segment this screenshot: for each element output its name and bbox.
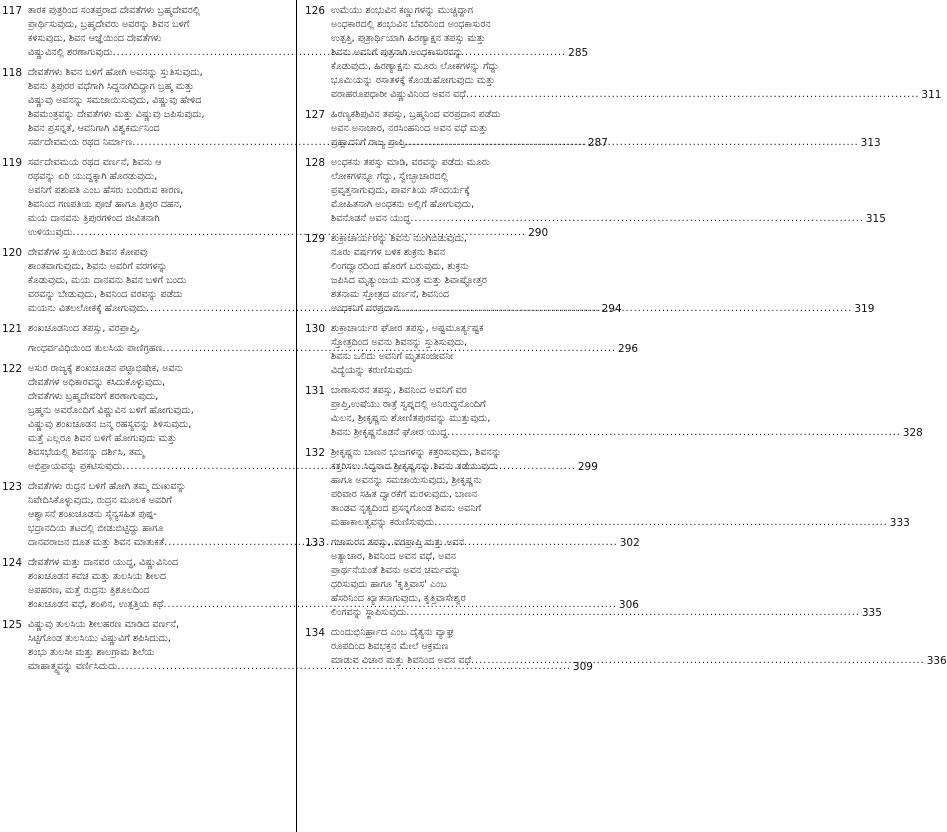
- description-line: ನೂರು ವರ್ಷಗಳ ಬಳಿಕ ಶುಕ್ರನು ಶಿವನ: [331, 247, 446, 258]
- contents-entry: [303, 156, 886, 226]
- page-number: 299: [577, 461, 598, 473]
- chapter-number: 117: [2, 5, 23, 17]
- chapter-number: 121: [2, 323, 23, 335]
- dot-leader: [471, 654, 925, 668]
- description-line: ಜಪಿಸಿದ ಮೃತ್ಯುಂಜಯ ಮಂತ್ರ ಮತ್ತು ಶಿವಾಷ್ಟೋತ್ತರ: [331, 275, 487, 286]
- description-line: ಅವನ ಅನಾಚಾರ, ನರಸಿಂಹನಿಂದ ಅವನ ವಧೆ ಮತ್ತು: [331, 123, 488, 134]
- description-line: ಶಿವನು ಒಲಿದು ಅವನಿಗೆ ಮೃತಸಂಜೀವನೀ: [331, 351, 454, 362]
- description-last-line: [331, 136, 881, 150]
- description-line: ಶುಕ್ರಾಚಾರ್ಯರ ಘೋರ ತಪಸ್ಸು, ಅಷ್ಟಮೂರ್ತ್ಯಷ್ಟಕ: [331, 323, 484, 334]
- description-line: ವಿದ್ಯೆಯನ್ನು ಕರುಣಿಸುವುದು: [331, 365, 413, 376]
- page-number: 313: [860, 137, 881, 149]
- description-line: ಲಿಂಗವನ್ನು ಸ್ಥಾಪಿಸುವುದು: [331, 607, 407, 618]
- chapter-number: [0, 342, 28, 356]
- description-line: ಶಿವಸಭೆಯಲ್ಲಿ ಶಿವನನ್ನು ದರ್ಶಿಸಿ, ತಮ್ಮ: [28, 447, 145, 458]
- description-line: ಶಂಖಚೂಡನಿಂದ ತಪಸ್ಸು, ವರಪ್ರಾಪ್ತಿ,: [28, 323, 140, 334]
- description-line: ಪ್ರಾರ್ಥನೆಯಂತೆ ಶಿವನು ಅವನ ಚರ್ಮವನ್ನು: [331, 565, 461, 576]
- chapter-description: [331, 446, 910, 530]
- chapter-number: 120: [2, 247, 23, 259]
- description-line: ಭದ್ರಾನದಿಯ ತಟದಲ್ಲಿ ಬೀಡುಬಿಟ್ಟಿದ್ದು ಹಾಗೂ: [28, 523, 164, 534]
- dot-leader: [434, 516, 888, 530]
- description-line: ಗಜಾಸುರನ ತಪಸ್ಸು, ವರಪ್ರಾಪ್ತಿ ಮತ್ತು ಅವನ: [331, 537, 465, 548]
- description-line: ಮಹಾಕಾಲತ್ವವನ್ನು ಕರುಣಿಸುವುದು: [331, 517, 435, 528]
- description-line: ವರವನ್ನು ಬೇಡುವುದು, ಶಿವನಿಂದ ವರವನ್ನು ಪಡೆದು: [28, 289, 183, 300]
- page-number: 315: [865, 213, 886, 225]
- description-line: ದೇವತೆಗಳು ರುದ್ರನ ಬಳಿಗೆ ಹೋಗಿ ತಮ್ಮ ದುಃಖವನ್ನು: [28, 481, 187, 492]
- description-line: ಪ್ರವೃತ್ತನಾಗುವುದು, ಪಾರ್ವತಿಯ ಸೌಂದರ್ಯಕ್ಕೆ: [331, 185, 470, 196]
- description-line: ಮೋಹಿತನಾಗಿ ಅಂಧಕನು ಅಲ್ಲಿಗೆ ಹೋಗುವುದು,: [331, 199, 475, 210]
- description-last-line: [331, 426, 923, 440]
- chapter-number: 123: [2, 481, 23, 493]
- chapter-number: 122: [2, 363, 23, 375]
- description-line: ಕೊಡುವುದು, ಹಿರಣ್ಯಾಕ್ಷನು ಮೂರು ಲೋಕಗಳನ್ನು ಗೆದ್ದು: [331, 61, 499, 72]
- description-line: ದೇವತೆಗಳ ಮತ್ತು ದಾನವರ ಯುದ್ಧ, ವಿಷ್ಣುವಿನಿಂದ: [28, 557, 179, 568]
- description-line: ಅಂಧಕನು ತಪಸ್ಸು ಮಾಡಿ, ವರವನ್ನು ಪಡೆದು ಮೂರು: [331, 157, 490, 168]
- description-line: ಕತ್ತರಿಸಲು ಸಿದ್ಧನಾದ ಶ್ರೀಕೃಷ್ಣನನ್ನು ಶಿವನು ತಡೆಯುವುದು: [331, 461, 499, 472]
- description-last-line: [331, 654, 947, 668]
- description-line: ಪ್ರಾರ್ಥಿಸುವುದು, ಬ್ರಹ್ಮದೇವರು ಅವರನ್ನು ಶಿವನ ಬಳಿಗೆ: [28, 19, 190, 30]
- contents-entry: [303, 446, 910, 530]
- description-line: ದೇವತೆಗಳು ಬ್ರಹ್ಮದೇವರಿಗೆ ಶರಣಾಗುವುದು,: [28, 391, 159, 402]
- page-number: 309: [572, 661, 593, 673]
- description-line: ಶಿವಮಂತ್ರವನ್ನು ದೇವತೆಗಳು ಮತ್ತು ವಿಷ್ಣುವು ಜಪಿಸುವುದು,: [28, 109, 205, 120]
- description-line: ಅಭಿಪ್ರಾಯವನ್ನು ಪ್ರಕಟಿಸುವುದು: [28, 461, 123, 472]
- description-line: ಅಂಧಕನಿಗೆ ವರಪ್ರದಾನ: [331, 303, 399, 314]
- chapter-number: 118: [2, 67, 23, 79]
- page-number: 287: [587, 137, 608, 149]
- chapter-description: [331, 108, 881, 150]
- description-line: ಮಯನು ವಿತಲಲೋಕಕ್ಕೆ ಹೋಗುವುದು: [28, 303, 147, 314]
- description-line: ಆಶ್ವಾಸನೆ ಶಂಖಚೂಡನು ಸೈನ್ಯಸಹಿತ ಪುಷ್ಪ-: [28, 509, 157, 520]
- page-number: 328: [902, 427, 923, 439]
- description-line: ಕಳಿಸುವುದು, ಶಿವನ ಆಜ್ಞೆಯಿಂದ ದೇವತೆಗಳು: [28, 33, 162, 44]
- description-line: ಪರಿವಾರ ಸಹಿತ ದ್ವಾರಕೆಗೆ ಮರಳುವುದು, ಬಾಣನ: [331, 489, 478, 500]
- page-number: 294: [601, 303, 622, 315]
- description-line: ಶ್ರೀಕೃಷ್ಣನು ಬಾಣನ ಭುಜಗಳನ್ನು ಕತ್ತರಿಸುವುದು, ಶಿವನನ್ನು: [331, 447, 502, 458]
- description-line: ಶಿವನಿಂದ ಗಣಪತಿಯ ಪೂಜೆ ಹಾಗೂ ತ್ರಿಪುರ ದಹನ,: [28, 199, 183, 210]
- description-line: ಉತ್ಪತ್ತಿ, ಪುತ್ರಾರ್ಥಿಯಾಗಿ ಹಿರಣ್ಯಾಕ್ಷನ ತಪಸ್ಸು ಮತ್ತು: [331, 33, 486, 44]
- description-line: ನಿವೇದಿಸಿಕೊಳ್ಳುವುದು, ರುದ್ರನ ಮೂಲಕ ಅವರಿಗೆ: [28, 495, 172, 506]
- column-divider: [296, 0, 297, 832]
- description-line: ಶಿವನು ಶ್ರೀಕೃಷ್ಣನೊಡನೆ ಘೋರ ಯುದ್ಧ: [331, 427, 448, 438]
- description-line: ದುಂದುಭಿನಿರ್ಹ್ರಾದ ಎಂಬ ದೈತ್ಯನು ವ್ಯಾಘ್ರ: [331, 627, 455, 638]
- description-line: ಮಾಡುವ ವಿಚಾರ ಮತ್ತು ಶಿವನಿಂದ ಅವನ ವಧೆ: [331, 655, 472, 666]
- chapter-number: 125: [2, 619, 23, 631]
- description-line: ಹೆಸರಿನಿಂದ ಖ್ಯಾತನಾಗುವುದು, ಕೃತ್ತಿವಾಸೇಶ್ವರ: [331, 593, 466, 604]
- chapter-number: 126: [305, 5, 326, 17]
- description-line: ಪ್ರಾಪ್ತಿ,ಉಷೆಯು ರಾತ್ರೆ ಸ್ವಪ್ನದಲ್ಲಿ ಅನಿರುದ್ಧನೊಂದಿಗೆ: [331, 399, 486, 410]
- description-line: ದೇವತೆಗಳ ಸ್ತುತಿಯಿಂದ ಶಿವನ ಕೋಪವು: [28, 247, 148, 258]
- description-line: ಸಿಟ್ಟಿಗೊಂಡ ತುಲಸಿಯು ವಿಷ್ಣುವಿಗೆ ಶಪಿಸಿದುದು,: [28, 633, 171, 644]
- description-line: ಶಂಖಚೂಡನ ಕವಚ ಮತ್ತು ತುಲಸಿಯ ಶೀಲದ: [28, 571, 167, 582]
- description-line: ತಾಂಡವ ನೃತ್ಯದಿಂದ ಪ್ರಸನ್ನಗೊಂಡ ಶಿವನು ಅವನಿಗೆ: [331, 503, 482, 514]
- chapter-description: [331, 322, 593, 378]
- description-line: ಉಳಿಯುವುದು: [28, 227, 73, 238]
- description-line: ಸರ್ವದೇವಮಯ ರಥದ ನಿರ್ಮಾಣ: [28, 137, 133, 148]
- description-line: ಲೋಕಗಳನ್ನೂ ಗೆದ್ದು, ಸ್ವೇಚ್ಛಾಚಾರದಲ್ಲಿ: [331, 171, 448, 182]
- chapter-number: 124: [2, 557, 23, 569]
- description-line: ಬ್ರಹ್ಮನು ಅವರೊಂದಿಗೆ ವಿಷ್ಣುವಿನ ಬಳಿಗೆ ಹೋಗುವುದು,: [28, 405, 194, 416]
- description-line: ಶಾಂತವಾಗುವುದು, ಶಿವನು ಅವರಿಗೆ ವರಗಳನ್ನು: [28, 261, 168, 272]
- description-line: ಹಾಗೂ ಅವನನ್ನು ಸಮಜಾಯಿಸುವುದು, ಶ್ರೀಕೃಷ್ಣನು: [331, 475, 482, 486]
- description-line: ವಿಷ್ಣುವಿನಲ್ಲಿ ಶರಣಾಗುವುದು: [28, 47, 113, 58]
- description-line: ಶಿವನು ಅವನಿಗೆ ಪುತ್ರನಾಗಿ ಅಂಧಕಾಸುರನನ್ನು: [331, 47, 464, 58]
- chapter-number: 131: [305, 385, 326, 397]
- description-line: ರಥವನ್ನು ಏರಿ ಯುದ್ಧಕ್ಕಾಗಿ ಹೊರಡುವುದು,: [28, 171, 158, 182]
- contents-entry: [303, 4, 942, 102]
- page-number: 311: [921, 89, 942, 101]
- contents-entry: [303, 626, 947, 668]
- description-last-line: [331, 302, 874, 316]
- description-line: ಶಿವನ ಪ್ರಸನ್ನತೆ, ಆವನಿಗಾಗಿ ವಿಶ್ವಕರ್ಮನಿಂದ: [28, 123, 160, 134]
- description-last-line: [331, 516, 910, 530]
- description-line: ಮಿಲನ, ಶ್ರೀಕೃಷ್ಣನು ಶೋಣಿತಪುರವನ್ನು ಮುತ್ತುವುದು,: [331, 413, 491, 424]
- page-number: 290: [528, 227, 549, 239]
- description-line: ದೇವತೆಗಳು ಶಿವನ ಬಳಿಗೆ ಹೋಗಿ ಅವನನ್ನು ಸ್ತುತಿಸುವುದು,: [28, 67, 203, 78]
- description-line: ಭೂಮಿಯನ್ನು ರಸಾತಳಕ್ಕೆ ಕೊಂಡುಹೋಗುವುದು ಮತ್ತು: [331, 75, 495, 86]
- page-number: 285: [568, 47, 589, 59]
- dot-leader: [399, 302, 853, 316]
- description-line: ಶಂಭು ತುಲಸೀ ಮತ್ತು ಶಾಲಗ್ರಾಮ ಶಿಲೆಯ: [28, 647, 155, 658]
- dot-leader: [447, 426, 901, 440]
- description-line: ಅಂಧಕಾರದಲ್ಲಿ ಶಂಭುವಿನ ಬೆವರಿನಿಂದ ಅಂಧಕಾಸುರನ: [331, 19, 491, 30]
- description-line: ಕೊಡುವುದು, ಮಯ ದಾನವನು ಶಿವನ ಬಳಿಗೆ ಬಂದು: [28, 275, 187, 286]
- chapter-number: 130: [305, 323, 326, 335]
- dot-leader: [410, 212, 864, 226]
- page-number: 333: [889, 517, 910, 529]
- description-line: ಸ್ತೋತ್ರದಿಂದ ಅವನು ಶಿವನನ್ನು ಸ್ತುತಿಸುವುದು,: [331, 337, 468, 348]
- description-line: ವಿಷ್ಣುವು ಶಂಖಚೂಡನ ಜನ್ಮ ರಹಸ್ಯವನ್ನು ತಿಳಿಸುವುದು,: [28, 419, 192, 430]
- chapter-description: [331, 4, 941, 102]
- chapter-description: [331, 626, 947, 668]
- description-line: ಲಿಂಗದ್ವಾರದಿಂದ ಹೊರಗೆ ಬರುವುದು, ಶುಕ್ರನು: [331, 261, 469, 272]
- description-line: ಅವನಿಗೆ ಪಶುಪತಿ ಎಂಬ ಹೆಸರು ಬಂದಿರುವ ಕಾರಣ,: [28, 185, 184, 196]
- description-line: ವಿಷ್ಣುವು ಅವನನ್ನು ಸಮಜಾಯಿಸುವುದು, ವಿಷ್ಣುವು ಹೇಳಿದ: [28, 95, 202, 106]
- description-last-line: [331, 88, 941, 102]
- description-line: ಧರಿಸುವುದು ಹಾಗೂ 'ಕೃತ್ತಿವಾಸ' ಎಂಬ: [331, 579, 447, 590]
- dot-leader: [466, 88, 920, 102]
- description-last-line: [331, 212, 886, 226]
- page-number: 319: [854, 303, 875, 315]
- chapter-number: 133: [305, 537, 326, 549]
- description-line: ಶಿವನು ತ್ರಿಪುರರ ವಧೆಗಾಗಿ ಸಿದ್ಧನಾಗಿದಿದ್ದಾಗ ಬ್ರಹ್ಮ ಮತ್ತು: [28, 81, 194, 92]
- description-line: ಪ್ರಹ್ಲಾದನಿಗೆ ರಾಜ್ಯ ಪ್ರಾಪ್ತಿ: [331, 137, 406, 148]
- page-number: 296: [618, 343, 639, 355]
- description-last-line: [331, 606, 882, 620]
- contents-entry: [0, 322, 290, 336]
- description-line: ಹಿರಣ್ಯಕಶಿಪುವಿನ ತಪಸ್ಸು, ಬ್ರಹ್ಮನಿಂದ ವರಪ್ರದಾನ ಪಡೆದು: [331, 109, 501, 120]
- contents-entry: [303, 322, 593, 378]
- dot-leader: [405, 136, 859, 150]
- chapter-description: [331, 156, 886, 226]
- chapter-number: 132: [305, 447, 326, 459]
- description-line: ವರಾಹರೂಪಧಾರೀ ವಿಷ್ಣುವಿನಿಂದ ಅವನ ವಧೆ: [331, 89, 466, 100]
- description-line: ಬಾಣಾಸುರನ ತಪಸ್ಸು, ಶಿವನಿಂದ ಅವನಿಗೆ ವರ: [331, 385, 467, 396]
- description-last-line: [28, 322, 290, 336]
- chapter-description: [28, 322, 290, 336]
- description-line: ಮಯ ದಾನವನು ತ್ರಿಪುರಗಳಿಂದ ಜೀವಿತನಾಗಿ: [28, 213, 160, 224]
- description-line: ತಾರಕ ಪುತ್ರರಿಂದ ಸಂತಪ್ತರಾದ ದೇವತೆಗಳು ಬ್ರಹ್ಮದೇವರಲ್ಲಿ: [28, 5, 201, 16]
- description-line: ವಿಷ್ಣುವು ತುಲಸಿಯ ಶೀಲಹರಣ ಮಾಡಿದ ವರ್ಣನೆ,: [28, 619, 180, 630]
- contents-entry: [303, 384, 923, 440]
- description-line: ಮಾಹಾತ್ಮ್ಯವನ್ನು ವರ್ಣಿಸಿದುದು: [28, 661, 118, 672]
- chapter-description: [331, 384, 923, 440]
- description-line: ಉಮೆಯು ಶಂಭುವಿನ ಕಣ್ಣುಗಳನ್ನು ಮುಚ್ಚಿದ್ದಾಗ: [331, 5, 474, 16]
- description-line: ಅಪಹರಣ, ಮತ್ತೆ ರುದ್ರನು ತ್ರಿಶೂಲದಿಂದ: [28, 585, 150, 596]
- chapter-number: 128: [305, 157, 326, 169]
- chapter-description: [331, 536, 882, 620]
- description-line: ದಾನವರಾಜನ ದೂತ ಮತ್ತು ಶಿವನ ಮಾತುಕತೆ: [28, 537, 165, 548]
- description-line: ಶುಕ್ರಾಚಾರ್ಯರನ್ನು ಶಿವನು ನುಂಗಿಬಿಡುವುದು,: [331, 233, 467, 244]
- page-number: 336: [926, 655, 947, 667]
- page-number: 306: [618, 599, 639, 611]
- dot-leader: [406, 606, 860, 620]
- description-line: ರೂಪದಿಂದ ಶಿವಭಕ್ತನ ಮೇಲೆ ಆಕ್ರಮಣ: [331, 641, 449, 652]
- chapter-number: 129: [305, 233, 326, 245]
- description-line: ಅತ್ಯಾಚಾರ, ಶಿವನಿಂದ ಅವನ ವಧೆ, ಅವನ: [331, 551, 456, 562]
- chapter-number: 119: [2, 157, 23, 169]
- description-line: ಸರ್ವದೇವಮಯ ರಥದ ವರ್ಣನೆ, ಶಿವನು ಆ: [28, 157, 162, 168]
- chapter-number: 134: [305, 627, 326, 639]
- description-line: ಅಸುರ ರಾಜ್ಯಕ್ಕೆ ಶಂಖಚೂಡನ ಪಟ್ಟಾಭಿಷೇಕ, ಅವನು: [28, 363, 184, 374]
- chapter-description: [331, 232, 874, 316]
- chapter-number: 127: [305, 109, 326, 121]
- description-line: ಮತ್ತೆ ಎಲ್ಲರೂ ಶಿವನ ಬಳಿಗೆ ಹೋಗುವುದು ಮತ್ತು: [28, 433, 177, 444]
- description-line: ಶಂಖಚೂಡನ ವಧೆ, ಶಂಖಿನ, ಉತ್ಪತ್ತಿಯ ಕಥೆ: [28, 599, 164, 610]
- page-number: 302: [619, 537, 640, 549]
- description-last-line: [331, 364, 593, 378]
- description-line: ಗಾಂಧರ್ವವಿಧಿಯಿಂದ ತುಲಸಿಯ ಪಾಣಿಗ್ರಹಣ: [28, 343, 163, 354]
- description-line: ದೇವತೆಗಳ ಅಧಿಕಾರವನ್ನು ಕಸಿದುಕೊಳ್ಳುವುದು,: [28, 377, 166, 388]
- description-line: ಶತನಾಮ ಸ್ತೋತ್ರದ ವರ್ಣನೆ, ಶಿವನಿಂದ: [331, 289, 450, 300]
- description-line: ಶಿವನೊಡನೆ ಅವನ ಯುದ್ಧ: [331, 213, 411, 224]
- page-number: 335: [861, 607, 882, 619]
